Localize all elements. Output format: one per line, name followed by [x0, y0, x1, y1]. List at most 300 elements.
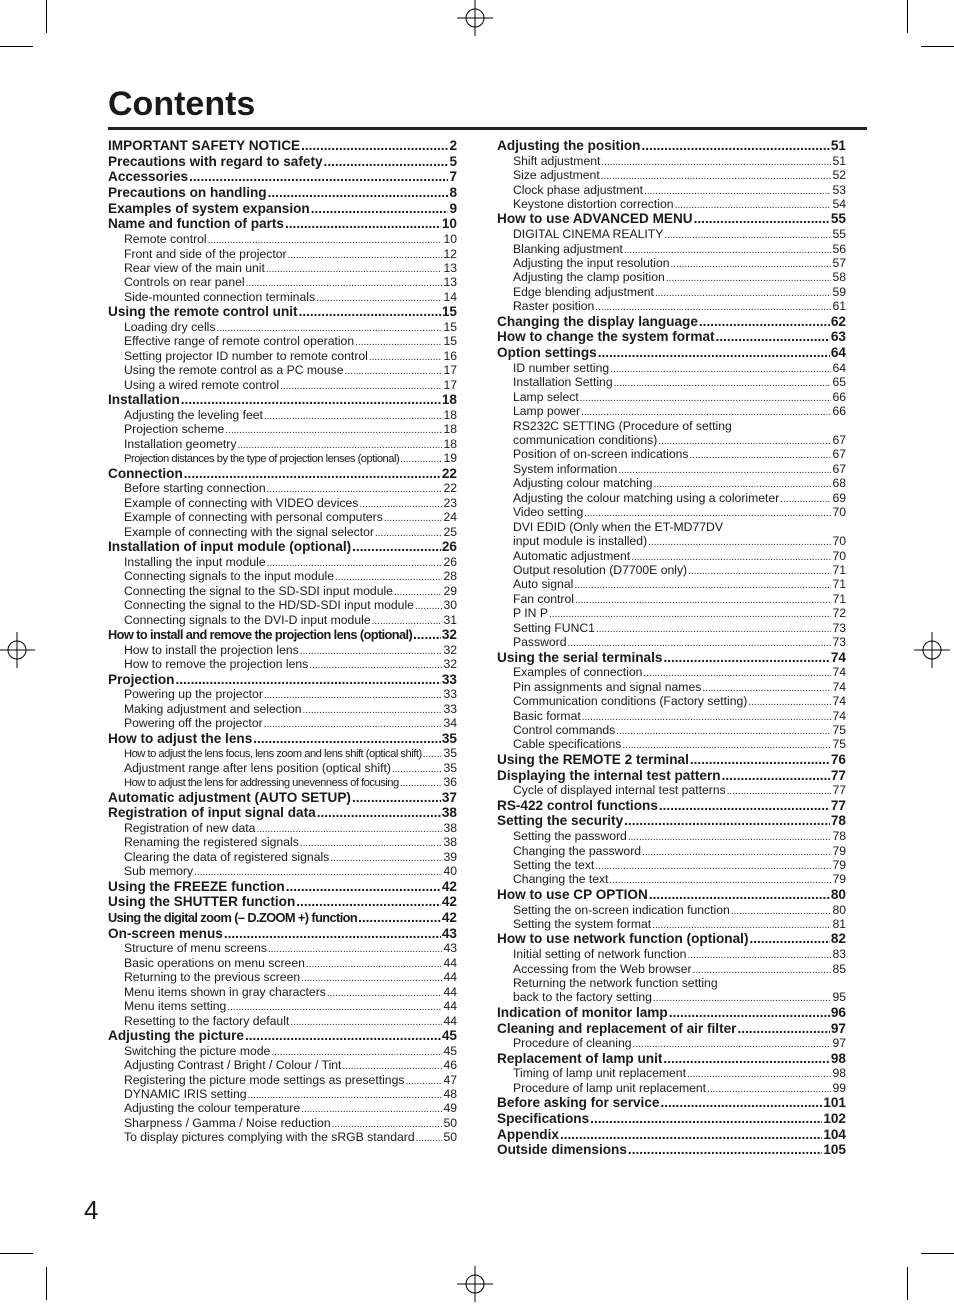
toc-entry-title: Setting the on-screen indication function	[513, 902, 730, 917]
toc-dot-leader	[699, 314, 830, 330]
toc-dot-leader	[616, 723, 831, 737]
toc-entry-page: 28	[443, 569, 457, 584]
toc-dot-leader	[549, 606, 831, 620]
crop-mark	[46, 1267, 47, 1300]
toc-dot-leader	[644, 183, 831, 197]
toc-dot-leader	[574, 577, 831, 591]
toc-entry	[497, 1066, 846, 1080]
toc-entry-title: Name and function of parts	[108, 216, 284, 232]
toc-entry-page: 102	[823, 1110, 846, 1126]
toc-entry	[108, 672, 457, 688]
toc-entry-page: 13	[443, 275, 457, 290]
toc-entry-page: 65	[832, 375, 846, 390]
toc-dot-leader	[246, 275, 443, 289]
toc-entry-title: Before asking for service	[497, 1095, 660, 1111]
toc-entry-page: 47	[443, 1072, 457, 1087]
toc-entry-page: 70	[832, 548, 846, 563]
toc-entry	[497, 549, 846, 563]
toc-entry	[497, 138, 846, 154]
toc-entry-page: 19	[443, 451, 457, 466]
toc-entry	[108, 138, 457, 154]
toc-entry	[108, 304, 457, 320]
toc-entry-page: 33	[441, 671, 457, 687]
toc-dot-leader	[610, 361, 831, 375]
toc-entry-title: input module is installed)	[513, 534, 648, 549]
toc-dot-leader	[595, 299, 831, 313]
toc-entry	[108, 702, 457, 716]
toc-dot-leader	[317, 805, 441, 821]
toc-dot-leader	[184, 466, 441, 482]
toc-dot-leader	[581, 404, 831, 418]
toc-dot-leader	[716, 329, 830, 345]
toc-entry-page: 44	[443, 970, 457, 985]
toc-entry	[497, 752, 846, 768]
toc-entry	[108, 761, 457, 775]
toc-dot-leader	[352, 539, 441, 555]
toc-entry	[497, 563, 846, 577]
toc-entry	[108, 510, 457, 524]
toc-dot-leader	[598, 345, 830, 361]
toc-entry-title: Projection scheme	[124, 422, 225, 437]
registration-mark-icon	[455, 1264, 495, 1304]
toc-entry	[108, 821, 457, 835]
toc-entry-title: Replacement of lamp unit	[497, 1050, 663, 1066]
toc-entry	[497, 534, 846, 548]
toc-entry-title: Using the FREEZE function	[108, 878, 285, 894]
toc-entry	[108, 185, 457, 201]
toc-entry	[108, 261, 457, 275]
toc-dot-leader	[622, 737, 831, 751]
toc-entry-page: 12	[443, 246, 457, 261]
toc-entry	[497, 592, 846, 606]
toc-entry-title: Adjustment range after lens position (optical shift)	[124, 760, 391, 775]
toc-entry-page: 51	[832, 153, 846, 168]
toc-dot-leader	[296, 894, 441, 910]
toc-entry	[497, 419, 846, 433]
toc-entry-title: Adjusting Contrast / Bright / Colour / Tint	[124, 1058, 342, 1073]
toc-entry-title: Connecting the signal to the HD/SD-SDI input module	[124, 598, 414, 613]
toc-entry	[108, 941, 457, 955]
toc-entry-page: 73	[832, 620, 846, 635]
toc-entry-title: DVI EDID (Only when the ET-MD77DV	[513, 519, 723, 534]
toc-entry-title: communication conditions)	[513, 433, 658, 447]
toc-entry	[108, 154, 457, 170]
toc-entry-page: 29	[443, 583, 457, 598]
toc-entry-page: 74	[832, 708, 846, 723]
toc-entry	[108, 894, 457, 910]
toc-entry	[497, 947, 846, 961]
toc-dot-leader	[749, 931, 829, 947]
toc-entry-title: Displaying the internal test pattern	[497, 767, 721, 783]
toc-entry-page: 30	[443, 598, 457, 613]
toc-dot-leader	[324, 154, 449, 170]
toc-entry-page: 7	[449, 169, 457, 185]
toc-entry-page: 51	[830, 138, 846, 153]
toc-entry-page: 74	[830, 649, 846, 665]
toc-dot-leader	[400, 451, 442, 465]
toc-entry-title: Changing the display language	[497, 313, 698, 329]
toc-entry-page: 42	[441, 894, 457, 910]
toc-entry-title: How to adjust the lens for addressing unevenness of focusing	[124, 777, 399, 790]
toc-entry-page: 66	[832, 404, 846, 419]
toc-dot-leader	[358, 910, 441, 926]
toc-entry-page: 105	[823, 1142, 846, 1158]
toc-entry-title: Renaming the registered signals	[124, 835, 299, 850]
toc-entry-page: 31	[443, 612, 457, 627]
toc-entry-page: 85	[832, 961, 846, 976]
toc-entry	[497, 375, 846, 389]
toc-dot-leader	[722, 768, 830, 784]
toc-entry	[108, 216, 457, 232]
toc-entry-page: 55	[830, 211, 846, 227]
toc-entry-title: Basic operations on menu screen	[124, 955, 305, 970]
toc-entry-title: Accessing from the Web browser	[513, 961, 692, 976]
toc-entry	[497, 650, 846, 666]
toc-dot-leader	[690, 752, 830, 768]
toc-dot-leader	[355, 334, 442, 348]
toc-entry-page: 17	[443, 377, 457, 392]
toc-entry-title: back to the factory setting	[513, 990, 652, 1005]
toc-dot-leader	[652, 917, 831, 931]
toc-entry	[108, 584, 457, 598]
toc-entry	[108, 985, 457, 999]
toc-entry-title: Using a wired remote control	[124, 377, 280, 392]
registration-mark-icon	[0, 630, 37, 670]
toc-entry-page: 52	[832, 168, 846, 183]
toc-entry-title: Using the digital zoom (– D.ZOOM +) function	[108, 910, 358, 925]
toc-entry	[497, 491, 846, 505]
toc-dot-leader	[359, 496, 442, 510]
toc-entry	[108, 687, 457, 701]
toc-entry-title: On-screen menus	[108, 925, 223, 941]
toc-entry-page: 67	[832, 461, 846, 476]
toc-entry-title: Registering the picture mode settings as presettings	[124, 1072, 405, 1087]
toc-entry-page: 32	[443, 642, 457, 657]
toc-entry-title: Returning the network function setting	[513, 975, 718, 990]
toc-entry-title: Precautions on handling	[108, 185, 267, 201]
toc-entry-title: Effective range of remote control operation	[124, 334, 355, 349]
toc-entry-page: 55	[832, 227, 846, 242]
toc-dot-leader	[194, 864, 442, 878]
toc-entry	[108, 731, 457, 747]
toc-entry-page: 50	[443, 1130, 457, 1145]
toc-entry-title: How to adjust the lens focus, lens zoom and lens shift (optical shift)	[124, 748, 422, 761]
toc-entry-page: 44	[443, 999, 457, 1014]
toc-entry-page: 42	[441, 910, 457, 925]
toc-entry	[108, 790, 457, 806]
toc-entry-page: 2	[449, 138, 457, 153]
toc-entry-page: 61	[832, 299, 846, 314]
toc-entry-title: Front and side of the projector	[124, 246, 287, 261]
toc-dot-leader	[264, 716, 443, 730]
toc-entry-title: Clearing the data of registered signals	[124, 849, 330, 864]
toc-entry-page: 15	[443, 320, 457, 334]
toc-entry	[497, 917, 846, 931]
toc-entry-page: 10	[441, 216, 457, 232]
toc-dot-leader	[280, 378, 442, 392]
toc-entry-page: 71	[832, 577, 846, 592]
toc-entry	[497, 270, 846, 284]
toc-entry-title: Connection	[108, 465, 183, 481]
toc-entry-title: Fan control	[513, 591, 574, 606]
toc-dot-leader	[268, 185, 449, 201]
toc-entry-page: 74	[832, 694, 846, 709]
toc-entry-title: How to install the projection lens	[124, 642, 299, 657]
toc-entry	[497, 694, 846, 708]
toc-entry-title: Adjusting the colour matching using a colorimeter	[513, 490, 780, 505]
toc-entry-title: Installation of input module (optional)	[108, 539, 352, 555]
toc-entry-page: 70	[832, 534, 846, 549]
toc-entry-title: Installation Setting	[513, 375, 613, 390]
toc-entry-page: 79	[832, 872, 846, 887]
toc-entry	[108, 1028, 457, 1044]
toc-entry-title: Adjusting the leveling feet	[124, 407, 263, 422]
toc-entry-title: Example of connecting with the signal selector	[124, 524, 374, 539]
toc-dot-leader	[568, 635, 832, 649]
toc-dot-leader	[335, 569, 442, 583]
toc-entry	[497, 361, 846, 375]
toc-entry-title: Size adjustment	[513, 168, 600, 183]
toc-dot-leader	[658, 433, 831, 447]
toc-dot-leader	[369, 349, 443, 363]
toc-entry-title: Powering up the projector	[124, 687, 263, 702]
toc-entry-title: Structure of menu screens	[124, 941, 267, 956]
toc-entry-title: Side-mounted connection terminals	[124, 289, 316, 304]
toc-entry	[108, 437, 457, 451]
toc-entry-page: 9	[449, 200, 457, 216]
toc-dot-leader	[306, 956, 443, 970]
toc-entry-page: 58	[832, 270, 846, 285]
toc-entry-page: 33	[443, 687, 457, 702]
toc-entry-page: 78	[830, 813, 846, 829]
toc-entry-page: 79	[832, 857, 846, 872]
toc-entry-title: Examples of system expansion	[108, 200, 310, 216]
toc-entry	[108, 539, 457, 555]
toc-dot-leader	[423, 746, 443, 760]
toc-left-column	[108, 138, 457, 1145]
toc-entry-title: Example of connecting with personal computers	[124, 510, 383, 525]
toc-entry-title: Powering off the projector	[124, 716, 263, 731]
toc-entry-title: Installation	[108, 392, 180, 408]
toc-entry	[108, 363, 457, 377]
toc-entry	[108, 910, 457, 926]
toc-entry	[497, 844, 846, 858]
toc-entry-page: 35	[441, 730, 457, 746]
toc-entry-title: Lamp select	[513, 389, 579, 404]
toc-entry-page: 39	[443, 849, 457, 864]
toc-entry	[497, 783, 846, 797]
toc-entry-page: 18	[443, 436, 457, 451]
registration-mark-icon	[912, 630, 952, 670]
toc-entry-page: 43	[443, 941, 457, 956]
toc-dot-leader	[264, 408, 443, 422]
toc-entry-title: Switching the picture mode	[124, 1043, 271, 1058]
toc-entry	[497, 829, 846, 843]
crop-mark	[907, 0, 908, 33]
toc-entry	[108, 613, 457, 627]
toc-dot-leader	[663, 1051, 829, 1067]
toc-dot-leader	[253, 731, 441, 747]
toc-entry-page: 35	[443, 746, 457, 761]
toc-dot-leader	[659, 798, 830, 814]
toc-entry	[497, 520, 846, 534]
toc-entry	[497, 256, 846, 270]
toc-dot-leader	[575, 592, 831, 606]
toc-entry-page: 23	[443, 495, 457, 510]
toc-entry	[108, 835, 457, 849]
toc-entry-title: Cleaning and replacement of air filter	[497, 1020, 737, 1036]
toc-entry	[497, 390, 846, 404]
toc-dot-leader	[663, 650, 829, 666]
toc-entry-page: 56	[832, 241, 846, 256]
toc-entry	[108, 290, 457, 304]
toc-dot-leader	[675, 197, 832, 211]
crop-mark	[46, 0, 47, 33]
toc-entry-page: 16	[443, 348, 457, 363]
toc-dot-leader	[342, 1058, 442, 1072]
toc-entry-page: 37	[441, 789, 457, 805]
toc-entry	[497, 227, 846, 241]
toc-entry-page: 38	[441, 805, 457, 821]
toc-entry	[108, 466, 457, 482]
toc-dot-leader	[237, 437, 442, 451]
toc-dot-leader	[267, 481, 443, 495]
toc-entry-title: Raster position	[513, 299, 595, 314]
toc-dot-leader	[384, 510, 443, 524]
toc-dot-leader	[633, 1036, 832, 1050]
toc-entry-page: 78	[832, 829, 846, 844]
toc-entry-title: Outside dimensions	[497, 1142, 627, 1158]
toc-entry	[497, 798, 846, 814]
toc-dot-leader	[268, 941, 443, 955]
toc-entry-title: Control commands	[513, 723, 616, 737]
toc-entry-title: Timing of lamp unit replacement	[513, 1066, 686, 1081]
toc-entry-title: Connecting the signal to the SD-SDI input module	[124, 583, 393, 598]
toc-dot-leader	[225, 422, 442, 436]
toc-entry-page: 62	[830, 313, 846, 329]
toc-dot-leader	[780, 491, 831, 505]
toc-entry-page: 98	[830, 1050, 846, 1066]
toc-entry-page: 71	[832, 562, 846, 577]
toc-entry	[108, 1087, 457, 1101]
toc-dot-leader	[660, 1095, 822, 1111]
toc-dot-leader	[624, 242, 832, 256]
toc-entry-title: Using the remote control as a PC mouse	[124, 363, 344, 378]
toc-dot-leader	[256, 821, 442, 835]
toc-entry-page: 32	[443, 657, 457, 672]
toc-entry-page: 83	[832, 947, 846, 962]
toc-entry	[497, 285, 846, 299]
toc-entry-title: Shift adjustment	[513, 153, 601, 168]
toc-entry-title: Setting the password	[513, 829, 627, 844]
toc-entry-page: 64	[830, 345, 846, 361]
toc-entry-title: Password	[513, 635, 567, 650]
toc-dot-leader	[666, 270, 832, 284]
toc-entry	[108, 275, 457, 289]
toc-entry-page: 45	[441, 1028, 457, 1043]
toc-entry	[108, 850, 457, 864]
toc-entry	[108, 408, 457, 422]
toc-entry-page: 79	[832, 843, 846, 858]
toc-entry-title: Remote control	[124, 232, 207, 247]
toc-entry	[108, 247, 457, 261]
toc-entry	[108, 1044, 457, 1058]
toc-dot-leader	[352, 790, 441, 806]
toc-entry-page: 81	[832, 916, 846, 931]
toc-entry-page: 77	[830, 797, 846, 813]
toc-entry-page: 22	[441, 465, 457, 481]
toc-entry-title: Cable specifications	[513, 737, 622, 752]
toc-entry-title: Rear view of the main unit	[124, 261, 265, 275]
toc-entry-page: 32	[441, 626, 457, 642]
toc-entry	[108, 481, 457, 495]
toc-entry-title: Resetting to the factory default	[124, 1013, 290, 1028]
toc-entry	[108, 1101, 457, 1115]
toc-dot-leader	[694, 211, 830, 227]
toc-entry	[497, 813, 846, 829]
toc-dot-leader	[227, 999, 442, 1013]
toc-entry	[108, 392, 457, 408]
toc-entry-title: How to remove the projection lens	[124, 657, 309, 672]
toc-dot-leader	[688, 563, 831, 577]
toc-entry-page: 80	[832, 902, 846, 917]
toc-entry-page: 38	[443, 835, 457, 850]
toc-dot-leader	[702, 680, 831, 694]
toc-entry	[108, 864, 457, 878]
toc-entry-title: Option settings	[497, 345, 597, 361]
toc-entry-title: Changing the password	[513, 843, 642, 858]
toc-dot-leader	[245, 1028, 441, 1044]
toc-entry	[108, 1116, 457, 1130]
toc-entry	[108, 1130, 457, 1144]
toc-entry	[108, 956, 457, 970]
toc-entry-page: 48	[443, 1087, 457, 1101]
toc-entry-title: Registration of input signal data	[108, 805, 316, 821]
toc-entry	[108, 378, 457, 392]
toc-entry	[497, 299, 846, 313]
toc-entry	[497, 872, 846, 886]
toc-entry-title: Initial setting of network function	[513, 947, 687, 962]
toc-entry-title: How to use CP OPTION	[497, 886, 648, 902]
toc-dot-leader	[624, 813, 830, 829]
toc-entry-page: 98	[832, 1066, 846, 1081]
toc-entry	[497, 903, 846, 917]
toc-dot-leader	[330, 850, 442, 864]
toc-entry-page: 97	[832, 1036, 846, 1051]
toc-entry	[497, 723, 846, 737]
toc-entry	[497, 404, 846, 418]
toc-entry-title: Menu items setting	[124, 999, 227, 1014]
toc-entry	[108, 598, 457, 612]
page-number: 4	[84, 1195, 99, 1225]
toc-entry-title: Before starting connection	[124, 481, 266, 496]
toc-entry-page: 63	[830, 329, 846, 345]
toc-dot-leader	[266, 261, 443, 275]
toc-entry	[108, 169, 457, 185]
toc-entry-page: 82	[830, 931, 846, 947]
toc-entry-page: 95	[832, 990, 846, 1005]
toc-entry	[497, 183, 846, 197]
toc-dot-leader	[654, 476, 832, 490]
toc-dot-leader	[375, 525, 442, 539]
toc-dot-leader	[590, 1111, 822, 1127]
toc-entry-page: 14	[443, 289, 457, 304]
toc-dot-leader	[332, 1116, 443, 1130]
toc-entry-page: 74	[832, 665, 846, 680]
toc-dot-leader	[689, 447, 831, 461]
toc-entry-page: 18	[443, 422, 457, 437]
toc-dot-leader	[560, 1127, 822, 1143]
